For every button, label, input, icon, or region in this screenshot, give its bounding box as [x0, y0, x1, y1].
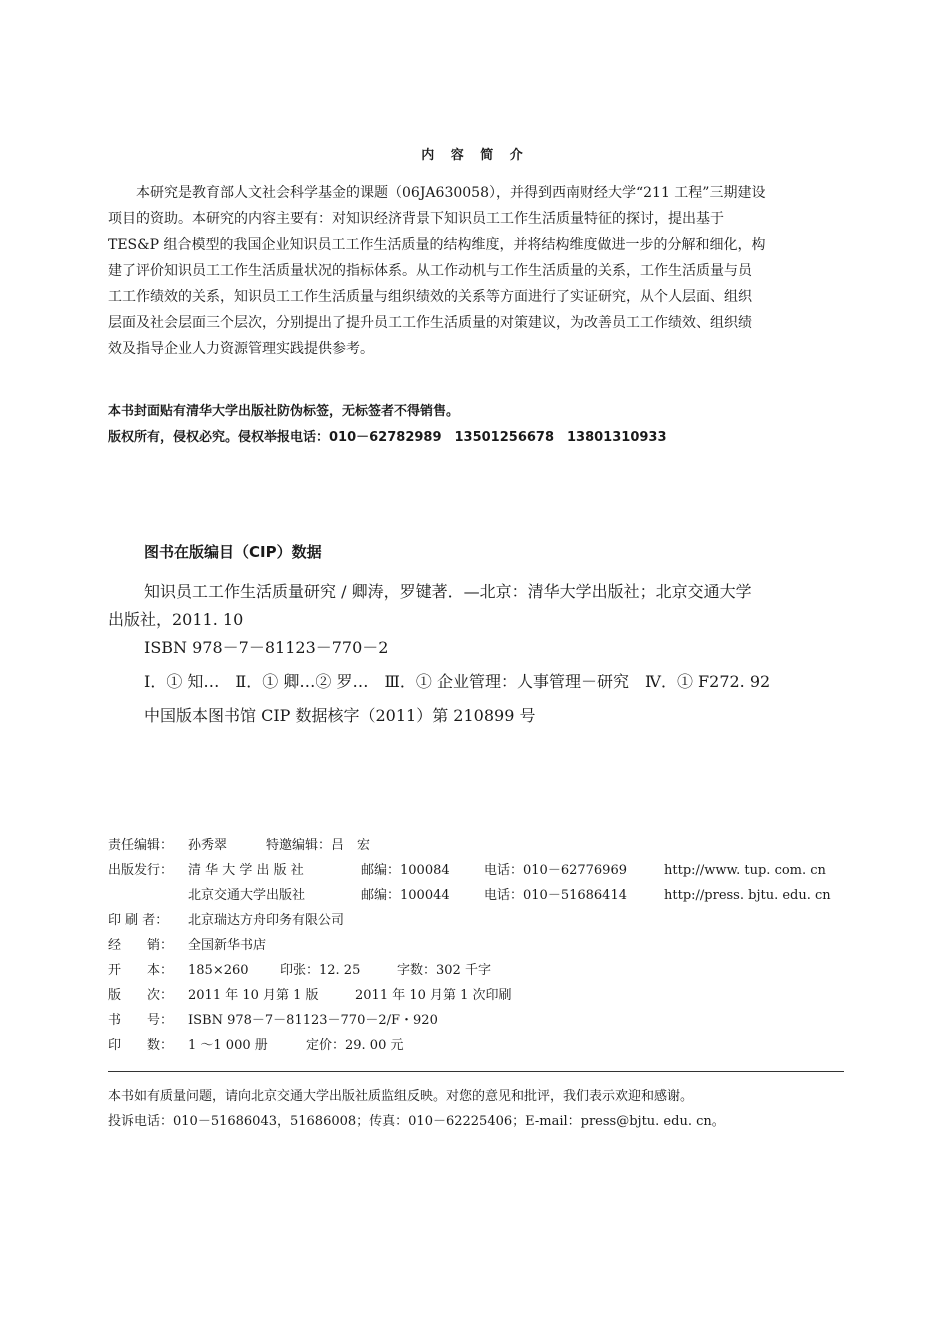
abstract-line: 建了评价知识员工工作生活质量状况的指标体系。从工作动机与工作生活质量的关系，工作生活质量与员 — [108, 263, 752, 279]
sheets-value: 印张：12. 25 — [280, 963, 361, 978]
distributor-row — [108, 933, 844, 958]
abstract-line: 项目的资助。本研究的内容主要有：对知识经济背景下知识员工工作生活质量特征的探讨，提出基于 — [108, 211, 724, 227]
publisher-url[interactable]: http://press. bjtu. edu. cn — [664, 888, 831, 903]
cip-data — [108, 578, 844, 730]
book-number-row — [108, 1008, 844, 1033]
abstract-line: 工工作绩效的关系，知识员工工作生活质量与组织绩效的关系等方面进行了实证研究，从个人层面、组织 — [108, 289, 752, 305]
publication-info — [108, 833, 844, 1058]
label-notice: 本书封面贴有清华大学出版社防伪标签，无标签者不得销售。 — [108, 404, 460, 419]
editor-value: 孙秀翠 — [188, 838, 228, 853]
cip-bibliographic-line: 出版社，2011. 10 — [108, 610, 244, 629]
cip-title: 图书在版编目（CIP）数据 — [144, 543, 322, 561]
publisher-phone: 电话：010－62776969 — [484, 863, 627, 878]
copyright-notice: 版权所有，侵权必究。侵权举报电话：010－62782989 13501256678 13801310933 — [108, 430, 667, 445]
editor-label: 责任编辑： — [108, 838, 174, 853]
publisher-postcode: 邮编：100084 — [361, 863, 450, 878]
publisher-phone: 电话：010－51686414 — [484, 888, 627, 903]
edition-value: 2011 年 10 月第 1 版 — [188, 988, 319, 1003]
abstract-line: 本研究是教育部人文社会科学基金的课题（06JA630058），并得到西南财经大学“211 工程”三期建设 — [136, 185, 766, 201]
words-value: 字数：302 千字 — [397, 963, 491, 978]
abstract-body — [108, 180, 844, 362]
guest-editor: 特邀编辑：吕 宏 — [266, 838, 371, 853]
publisher-label: 出版发行： — [108, 863, 174, 878]
distributor-label: 经 销： — [108, 938, 174, 953]
cip-record-number: 中国版本图书馆 CIP 数据核字（2011）第 210899 号 — [144, 706, 536, 725]
publisher-name: 北京交通大学出版社 — [188, 888, 306, 903]
book-number-value: ISBN 978－7－81123－770－2/F・920 — [188, 1013, 438, 1028]
abstract-line: 层面及社会层面三个层次，分别提出了提升员工工作生活质量的对策建议，为改善员工工作绩效、组织绩 — [108, 315, 752, 331]
printer-value: 北京瑞达方舟印务有限公司 — [188, 913, 345, 928]
divider-rule — [108, 1071, 844, 1072]
anti-counterfeit-notice — [108, 399, 844, 451]
format-value: 185×260 — [188, 963, 249, 978]
distributor-value: 全国新华书店 — [188, 938, 267, 953]
publisher-row — [108, 858, 844, 883]
book-number-label: 书 号： — [108, 1013, 174, 1028]
abstract-line: TES&P 组合模型的我国企业知识员工工作生活质量的结构维度，并将结构维度做进一步的分解和细化，构 — [108, 237, 766, 253]
cip-bibliographic-line: 知识员工工作生活质量研究 / 卿涛，罗键著．—北京：清华大学出版社；北京交通大学 — [144, 582, 752, 601]
abstract-heading: 内 容 简 介 — [421, 148, 529, 163]
print-run-value: 1 ～1 000 册 — [188, 1038, 268, 1053]
edition-row — [108, 983, 844, 1008]
cip-isbn: ISBN 978－7－81123－770－2 — [144, 638, 389, 657]
feedback-line: 本书如有质量问题，请向北京交通大学出版社质监组反映。对您的意见和批评，我们表示欢迎和感谢。 — [108, 1089, 694, 1104]
format-label: 开 本： — [108, 963, 174, 978]
quality-feedback — [108, 1084, 844, 1134]
abstract-line: 效及指导企业人力资源管理实践提供参考。 — [108, 341, 374, 357]
printer-label: 印 刷 者： — [108, 913, 169, 928]
format-row — [108, 958, 844, 983]
price-value: 定价：29. 00 元 — [306, 1038, 404, 1053]
cip-classification: Ⅰ．① 知… Ⅱ．① 卿…② 罗… Ⅲ．① 企业管理：人事管理－研究 Ⅳ．① F272. 92 — [144, 672, 771, 691]
publisher-row — [108, 883, 844, 908]
edition-label: 版 次： — [108, 988, 174, 1003]
publisher-postcode: 邮编：100044 — [361, 888, 450, 903]
print-run-row — [108, 1033, 844, 1058]
publisher-name: 清 华 大 学 出 版 社 — [188, 863, 304, 878]
printing-value: 2011 年 10 月第 1 次印刷 — [355, 988, 512, 1003]
print-run-label: 印 数： — [108, 1038, 174, 1053]
editor-row — [108, 833, 844, 858]
printer-row — [108, 908, 844, 933]
complaint-contacts: 投诉电话：010－51686043，51686008；传真：010－62225406；E-mail：press@bjtu. edu. cn。 — [108, 1114, 725, 1129]
publisher-url[interactable]: http://www. tup. com. cn — [664, 863, 826, 878]
